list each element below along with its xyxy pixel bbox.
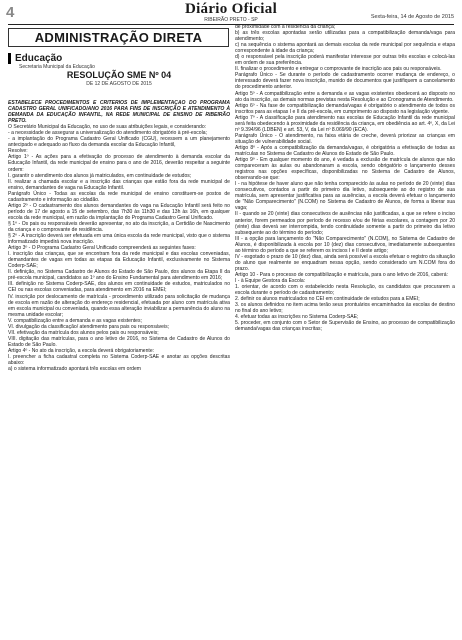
paragraph: Artigo 8º - Após a compatibilização da demanda/vagas, é obrigatória a efetivação de todas as matrículas no Sistema de Cadastro de Alunos do Estado de São Paulo. [235, 144, 455, 157]
page-number: 4 [6, 4, 15, 21]
paragraph: I. preencher a ficha cadastral completa no Sistema Coderp-SAE e anotar as opções descritas abaixo: [8, 353, 230, 367]
paragraph: ESTABELECE PROCEDIMENTOS E CRITÉRIOS DE IMPLEMENTAÇÃO DO PROGRAMA CADASTRO GERAL UNIFICADO/ANO 2016 PARA FINS DE INSCRIÇÃO E ATENDIMENTO À DEMANDA DA EDUCAÇÃO INFANTIL, NA REDE MUNICIPAL DE ENSINO DE RIBEIRÃO PRETO. [8, 100, 230, 125]
paragraph: I - à Equipe Gestora da Escola: [235, 277, 306, 284]
paragraph: I. inscrição das crianças, que se encontram fora da rede municipal e das escolas conveniadas, demandantes de vagas em todas as etapas da Educação Infantil, exclusivamente no Sistema Coderp-SAE; [8, 251, 230, 270]
paragraph: Resolve: [8, 148, 28, 155]
paragraph: Artigo 9º - Em qualquer momento do ano, é vedada a exclusão de matrícula de alunos que não compareceram às aulas ou abandonaram a escola, sendo obrigatório o lançamento desses registros nas opções específicas, disponibilizadas no Sistema de Cadastro de Alunos, observando-se que: [235, 157, 455, 182]
paragraph: § 1º - Os pais ou responsáveis deverão apresentar, no ato da inscrição, a Certidão de Nascimento da criança e o comprovante de residência. [8, 220, 230, 233]
paragraph: IV. inscrição por deslocamento de matrícula - procedimento utilizado para solicitação de mudança de escola em razão de alteração do endereço residencial, efetuada por aluno com matrícula ativa em escola municipal ou conveniada, quando essa alteração inviabilizar a permanência do aluno na mesma unidade escolar; [8, 293, 230, 318]
section-header: ADMINISTRAÇÃO DIRETA [8, 28, 229, 47]
paragraph: II. realizar a chamada escolar e a inscrição das crianças que estão fora da rede municipal de ensino, demandantes de vaga na Educação Infantil. [8, 178, 230, 191]
department-title: Educação [15, 53, 63, 64]
paragraph: d) o responsável pela inscrição poderá manifestar interesse por outras três escolas e colocá-las em ordem de sua preferência. [235, 54, 455, 67]
paragraph: b) as três escolas apontadas serão utilizadas para a compatibilização demanda/vaga para atendimento; [235, 30, 455, 43]
newspaper-city: RIBEIRÃO PRETO - SP [204, 17, 258, 23]
paragraph: VII. efetivação da matrícula dos alunos pelos pais ou responsáveis; [8, 329, 159, 336]
paragraph: Parágrafo Único - Se durante o período de cadastramento ocorrer mudança de endereço, o interessado deverá fazer nova inscrição, munido de documentos que justifiquem a cancelamento do procedimento anterior. [235, 72, 455, 91]
paragraph: 2. definir os alunos matriculados no CEI em continuidade de estudos para a EMEI; [235, 296, 420, 303]
paragraph: - a necessidade de assegurar a universalização do atendimento obrigatório à pré-escola; [8, 130, 207, 137]
paragraph: Artigo 1º - As ações para a efetivação do processo de atendimento à demanda escolar da Educação Infantil, da rede municipal de ensino para o ano de 2016, deverão respeitar a seguinte ordem: [8, 154, 230, 173]
paragraph: III. definição no Sistema Coderp-SAE, dos alunos em continuidade de estudos, matriculados no CEI ou nas escolas conveniadas, para atendimento em 2016 na EMEI; [8, 281, 230, 294]
paragraph: § 2º - A inscrição deverá ser efetuada em uma única escola da rede municipal, visto que o sistema informatizado impedirá nova inscrição. [8, 233, 230, 246]
paragraph: 4. efetuar todas as inscrições no Sistema Coderp-SAE; [235, 314, 359, 321]
paragraph: Artigo 2º - O cadastramento dos alunos demandantes do vaga na Educação Infantil será feito no período de 17 de agosto a 15 de setembro, das 7h30 às 11h30 e das 13h às 16h, em qualquer escola da rede municipal, em razão da implantação do Programa Cadastro Geral Unificado. [8, 202, 230, 221]
paragraph: Artigo 6º - Na fase de compatibilização demanda/vagas é obrigatório o atendimento de todos os inscritos para as etapas I e II da pré-escola, em cumprimento ao disposto na legislação vigente. [235, 102, 455, 115]
paragraph: II. finalizar o procedimento e entregar o comprovante de inscrição aos pais ou responsáveis. [235, 66, 442, 73]
paragraph: de proximidade com a residência da criança; [235, 24, 336, 30]
paragraph: Artigo 5º - A compatibilização entre a demanda e as vagas existentes obedecerá ao disposto no ato da inscrição, as demais normas previstas nesta Resolução e ao Cronograma de Atendimento. [235, 90, 455, 103]
paragraph: Parágrafo Único - Todas as escolas da rede municipal de ensino constituem-se postos de cadastramento e informação ao cidadão. [8, 190, 230, 203]
resolution-date: DE 12 DE AGOSTO DE 2015 [86, 81, 152, 87]
paragraph: 3. os alunos definidos no item acima terão seus prontuários encaminhados às escolas de destino no final do ano letivo; [235, 302, 455, 315]
paragraph: Artigo 10 - Para o processo de compatibilização e matrícula, para o ano letivo de 2016, caberá: [235, 271, 448, 278]
paragraph: VIII. digitação das matrículas, para o ano letivo de 2016, no Sistema de Cadastro de Alunos do Estado de São Paulo. [8, 335, 230, 348]
paragraph: I. garantir o atendimento dos alunos já matriculados, em continuidade de estudos; [8, 172, 192, 179]
paragraph: Artigo 3º - O Programa Cadastro Geral Unificado compreenderá as seguintes fases: [8, 245, 196, 252]
sub-department: Secretaria Municipal da Educação [19, 64, 95, 70]
resolution-title: RESOLUÇÃO SME Nº 04 [66, 70, 172, 80]
paragraph: II. definição, no Sistema Cadastro de Alunos do Estado de São Paulo, dos alunos da Etapa II da pré-escola municipal, candidatos ao 1º ano do Ensino Fundamental para atendimento em 2016; [8, 269, 230, 282]
paragraph: - a implantação do Programa Cadastro Geral Unificado (CGU), recessem a um planejamento antecipado e adequado ao fluxo da demanda escolar da Educação Infantil, [8, 136, 230, 149]
paragraph: a) o sistema informatizado apontará três escolas em ordem [8, 366, 141, 373]
paragraph: Parágrafo Único - O atendimento, na faixa etária de creche, deverá priorizar as crianças em situação de vulnerabilidade social. [235, 132, 455, 145]
paragraph: IV - esgotado o prazo de 10 (dez) dias, ainda será possível a escola efetuar o registro da situação do aluno que realmente se enquadram nessa opção, sendo considerado um N.COM fora do prazo. [235, 253, 455, 272]
paragraph: 1. orientar, de acordo com o estabelecido nesta Resolução, os candidatos que procurarem a escola durante o período de cadastramento; [235, 284, 455, 297]
department-marker [8, 53, 11, 64]
department-heading [8, 53, 62, 64]
left-column-text [8, 100, 230, 636]
paragraph: III - a opção para lançamento do "Não Comparecimento" (N.COM), no Sistema de Cadastro de Alunos, é disponibilizada à escola por 10 (dez) dias consecutivos, imediatamente subsequentes ao término do período a que se referem os incisos I e II deste artigo; [235, 235, 455, 254]
paragraph: II - quando se 20 (vinte) dias consecutivos de ausências não justificadas, a que se refere o inciso anterior, forem permeados por período de recesso e/ou de férias escolares, a contagem por 20 (vinte) dias deverá ser interrompida, tendo continuidade somente a partir do primeiro dia letivo subsequente ao do término do período; [235, 211, 455, 236]
paragraph: 5. proceder, em conjunto com o Setor de Supervisão de Ensino, ao processo de compatibilização demanda/vagas das crianças inscritas; [235, 320, 455, 333]
right-column-text [235, 24, 455, 636]
paragraph: c) na sequência o sistema apontará as demais escolas da rede municipal por sequência e etapa correspondente à idade da criança; [235, 42, 455, 55]
issue-date: Sexta-feira, 14 de Agosto de 2015 [370, 14, 454, 20]
paragraph: V. compatibilização entre a demanda e as vagas existentes; [8, 317, 142, 324]
paragraph: O Secretário Municipal da Educação, no uso de suas atribuições legais, e considerando: [8, 124, 207, 131]
paragraph: Artigo 4º - No ato da inscrição, a escola deverá obrigatoriamente: [8, 347, 155, 354]
newspaper-title: Diário Oficial [184, 1, 278, 17]
paragraph: VI. divulgação da classificação/ atendimento para pais ou responsáveis; [8, 323, 170, 330]
paragraph: I - na hipótese de haver aluno que não tenha comparecido às aulas no período de 20 (vinte) dias consecutivos, contados a partir do primeiro dia letivo, subsequente ao do registro de sua matrícula, sem apresentar justificativa para as ausências, a escola deverá efetuar o lançamento de "Não Comparecimento" (N.COM) no Sistema de Cadastro de Alunos, de forma a liberar sua vaga; [235, 181, 455, 212]
paragraph: Artigo 7º - A classificação para atendimento nas escolas de Educação Infantil da rede municipal será feita obedecendo à proximidade da residência da criança, em obediência ao art. 4º, X, da Lei nº 9.394/96 (LDBEN) e art. 53, V, da Lei nº 8.069/90 (ECA). [235, 114, 455, 133]
